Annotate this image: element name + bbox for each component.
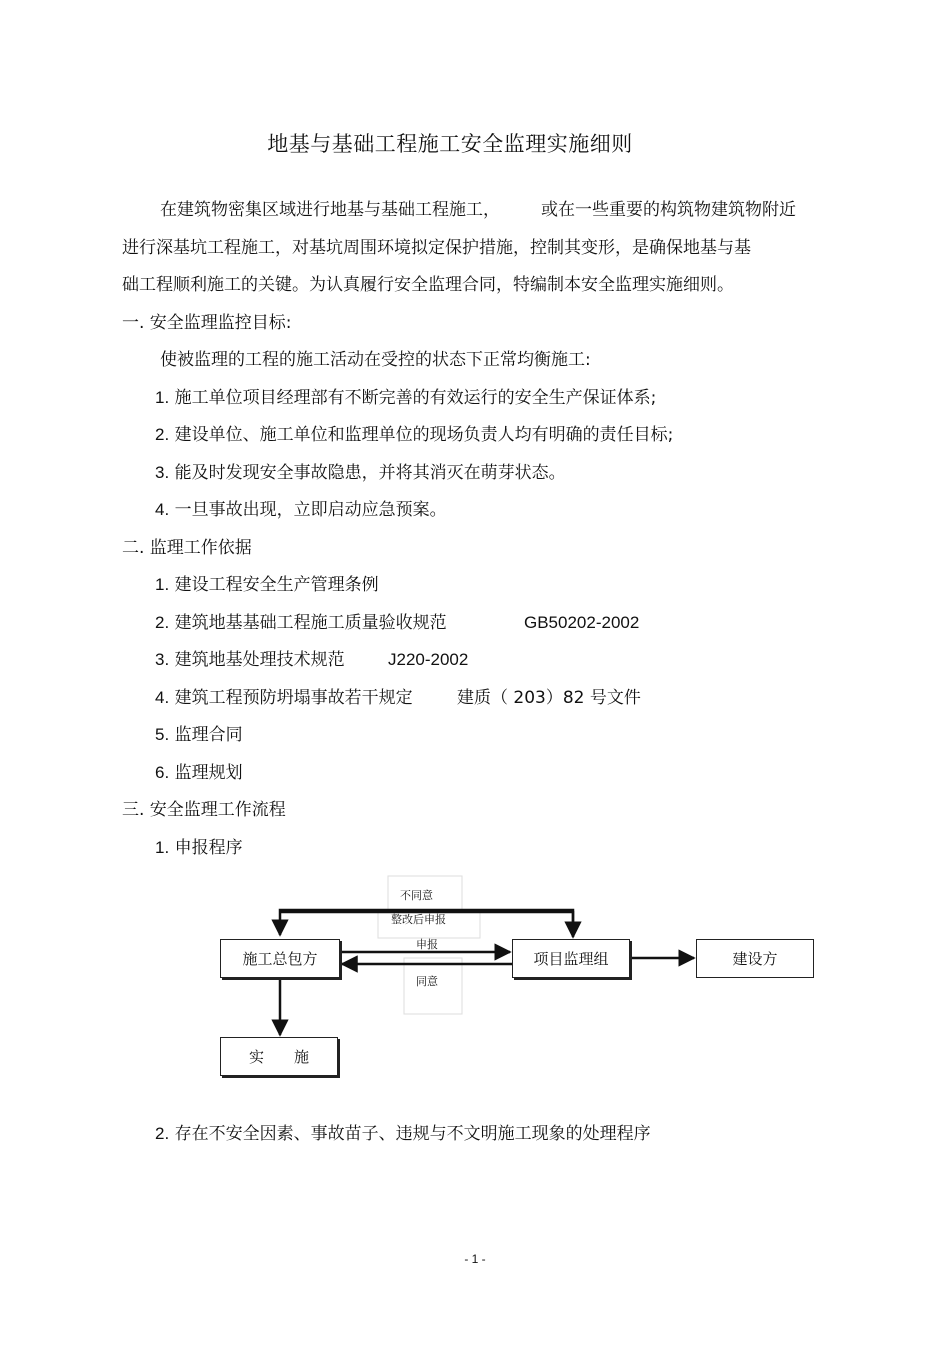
submit-label: 申报 xyxy=(416,938,438,951)
resubmit-label: 整改后申报 xyxy=(391,913,446,926)
list-item: 2. 建筑地基基础工程施工质量验收规范 xyxy=(155,613,447,633)
section3-heading: 三. 安全监理工作流程 xyxy=(122,800,286,820)
intro-line-2: 进行深基坑工程施工，对基坑周围环境拟定保护措施，控制其变形，是确保地基与基 xyxy=(122,238,751,258)
list-item: 3. 能及时发现安全事故隐患，并将其消灭在萌芽状态。 xyxy=(155,463,566,483)
list-item: 1. 建设工程安全生产管理条例 xyxy=(155,575,379,595)
intro-line-3: 础工程顺利施工的关键。为认真履行安全监理合同，特编制本安全监理实施细则。 xyxy=(122,275,734,295)
list-item: 2. 建设单位、施工单位和监理单位的现场负责人均有明确的责任目标; xyxy=(155,425,674,445)
disagree-label: 不同意 xyxy=(400,889,433,902)
intro-line-1b: 或在一些重要的构筑物建筑物附近 xyxy=(541,200,796,220)
document-reference: 建质（ 203）82 号文件 xyxy=(457,688,641,708)
list-item: 5. 监理合同 xyxy=(155,725,243,745)
list-item: 4. 一旦事故出现，立即启动应急预案。 xyxy=(155,500,447,520)
list-item: 4. 建筑工程预防坍塌事故若干规定 xyxy=(155,688,413,708)
implement-box: 实 施 xyxy=(220,1037,338,1076)
subsection-title: 2. 存在不安全因素、事故苗子、违规与不文明施工现象的处理程序 xyxy=(155,1124,651,1144)
standard-code: GB50202-2002 xyxy=(524,613,640,632)
section2-heading: 二. 监理工作依据 xyxy=(122,538,252,558)
page-number: - 1 - xyxy=(464,1252,486,1266)
intro-line-1a: 在建筑物密集区域进行地基与基础工程施工， xyxy=(160,200,500,220)
section1-lead: 使被监理的工程的施工活动在受控的状态下正常均衡施工: xyxy=(160,350,591,370)
list-item: 3. 建筑地基处理技术规范 xyxy=(155,650,345,670)
section1-heading: 一. 安全监理监控目标: xyxy=(122,313,292,333)
contractor-box: 施工总包方 xyxy=(220,939,340,978)
subsection-title: 1. 申报程序 xyxy=(155,838,243,858)
supervision-box: 项目监理组 xyxy=(512,939,630,978)
standard-code: J220-2002 xyxy=(388,650,469,669)
owner-box: 建设方 xyxy=(696,939,814,978)
list-item: 1. 施工单位项目经理部有不断完善的有效运行的安全生产保证体系; xyxy=(155,388,657,408)
document-title: 地基与基础工程施工安全监理实施细则 xyxy=(267,132,633,156)
list-item: 6. 监理规划 xyxy=(155,763,243,783)
agree-label: 同意 xyxy=(416,975,438,988)
